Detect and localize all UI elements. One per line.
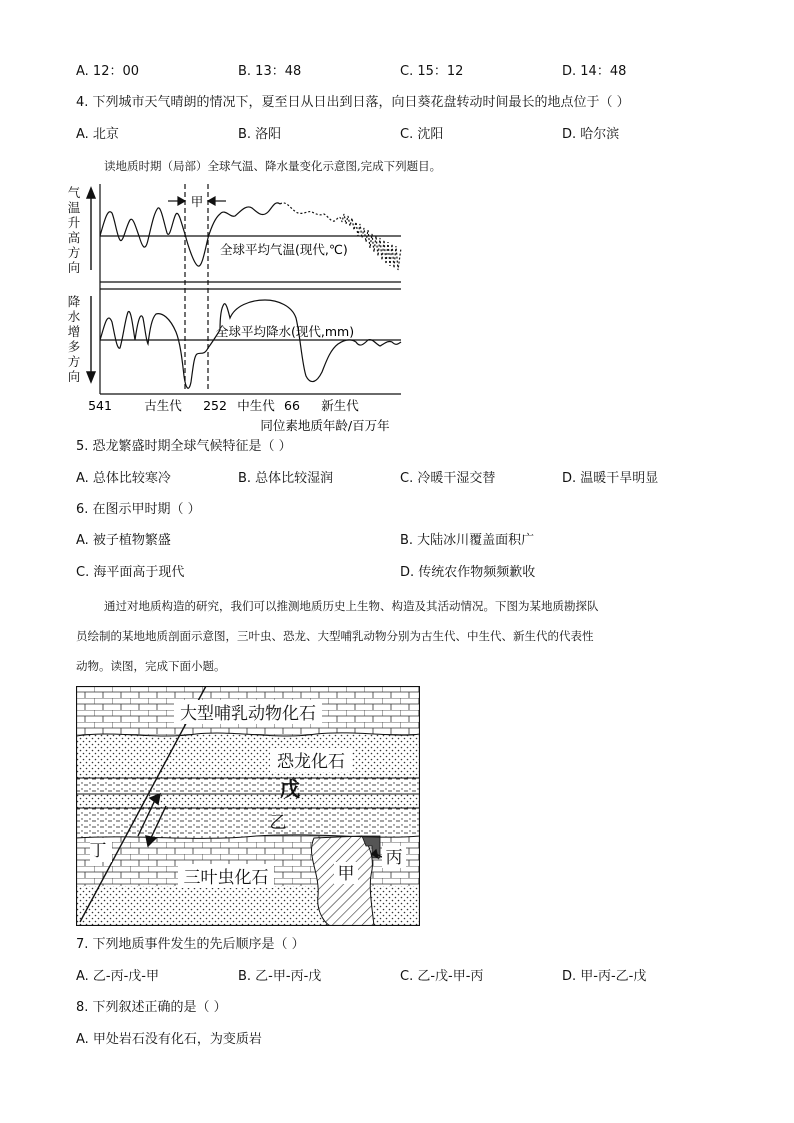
x-axis-label: 同位素地质年龄/百万年 [260,418,390,433]
material2-line3: 动物。读图，完成下面小题。 [76,659,226,673]
q3-option-a: A. 12：00 [76,64,140,79]
top-ylabel-5: 向 [67,260,81,275]
bottom-ylabel-4: 方 [67,354,81,369]
bottom-ylabel-3: 多 [67,339,81,354]
material2-line1: 通过对地质构造的研究，我们可以推测地质历史上生物、构造及其活动情况。下图为某地质勘探队 [104,599,599,613]
q7-option-a: A. 乙-丙-戊-甲 [76,969,160,984]
material2-line2: 员绘制的某地地质剖面示意图，三叶虫、恐龙、大型哺乳动物分别为古生代、中生代、新生代的代表性 [76,629,594,643]
x-tick-cenozoic: 新生代 [321,398,359,413]
material1-text: 读地质时期（局部）全球气温、降水量变化示意图,完成下列题目。 [104,159,442,173]
q6-option-a: A. 被子植物繁盛 [76,533,171,548]
ding-label: 丁 [89,841,107,861]
q6-option-d: D. 传统农作物频频歉收 [400,565,536,580]
trilobite-fossil-label: 三叶虫化石 [183,868,269,888]
top-ylabel-2: 升 [67,215,81,230]
q4-option-d: D. 哈尔滨 [562,127,620,142]
top-ylabel-1: 温 [67,200,81,215]
q5-option-b: B. 总体比较湿润 [238,471,334,486]
bottom-ylabel-0: 降 [67,294,81,309]
mammal-fossil-label: 大型哺乳动物化石 [180,704,316,724]
q6-option-c: C. 海平面高于现代 [76,565,185,580]
q4-option-c: C. 沈阳 [400,127,444,142]
q5-option-c: C. 冷暖干湿交替 [400,471,496,486]
geologic-section [76,686,420,926]
q7-option-d: D. 甲-丙-乙-戊 [562,969,647,984]
period-marker-label: 甲 [190,194,204,209]
arrow-down-icon [87,372,95,382]
bottom-ylabel-1: 水 [67,309,81,324]
q3-option-b: B. 13：48 [238,64,302,79]
temp-ref-label: 全球平均气温(现代,℃) [220,242,348,257]
bing-label: 丙 [385,848,403,868]
q3-option-d: D. 14：48 [562,64,627,79]
top-ylabel-3: 高 [67,230,81,245]
q4-option-b: B. 洛阳 [238,127,282,142]
q7-stem: 7. 下列地质事件发生的先后顺序是（ ） [76,937,305,952]
x-tick-paleozoic: 古生代 [144,398,182,413]
q5-stem: 5. 恐龙繁盛时期全球气候特征是（ ） [76,439,292,454]
x-tick-66: 66 [284,398,300,413]
q5-option-a: A. 总体比较寒冷 [76,471,171,486]
bottom-ylabel-5: 向 [67,369,81,384]
dinosaur-fossil-label: 恐龙化石 [277,752,345,772]
arrow-up-icon [87,188,95,198]
wu-label: 戊 [280,777,300,801]
q8-stem: 8. 下列叙述正确的是（ ） [76,1000,227,1015]
q5-option-d: D. 温暖干旱明显 [562,471,659,486]
top-ylabel-4: 方 [67,245,81,260]
q7-option-b: B. 乙-甲-丙-戊 [238,969,322,984]
q7-option-c: C. 乙-戊-甲-丙 [400,969,484,984]
bottom-ylabel-2: 增 [67,324,81,339]
q3-option-c: C. 15：12 [400,64,464,79]
q6-stem: 6. 在图示甲时期（ ） [76,502,201,517]
x-tick-541: 541 [88,398,112,413]
q6-option-b: B. 大陆冰川覆盖面积广 [400,533,535,548]
precip-ref-label: 全球平均降水(现代,mm) [216,324,355,339]
yi-label: 乙 [269,813,287,833]
x-tick-252: 252 [203,398,227,413]
q4-option-a: A. 北京 [76,127,119,142]
climate-chart [60,178,420,434]
top-ylabel-0: 气 [67,185,81,200]
jia-label: 甲 [337,864,355,884]
q8-option-a: A. 甲处岩石没有化石，为变质岩 [76,1032,262,1047]
x-tick-mesozoic: 中生代 [237,398,275,413]
q4-stem: 4. 下列城市天气晴朗的情况下，夏至日从日出到日落，向日葵花盘转动时间最长的地点位于（ ） [76,95,630,110]
